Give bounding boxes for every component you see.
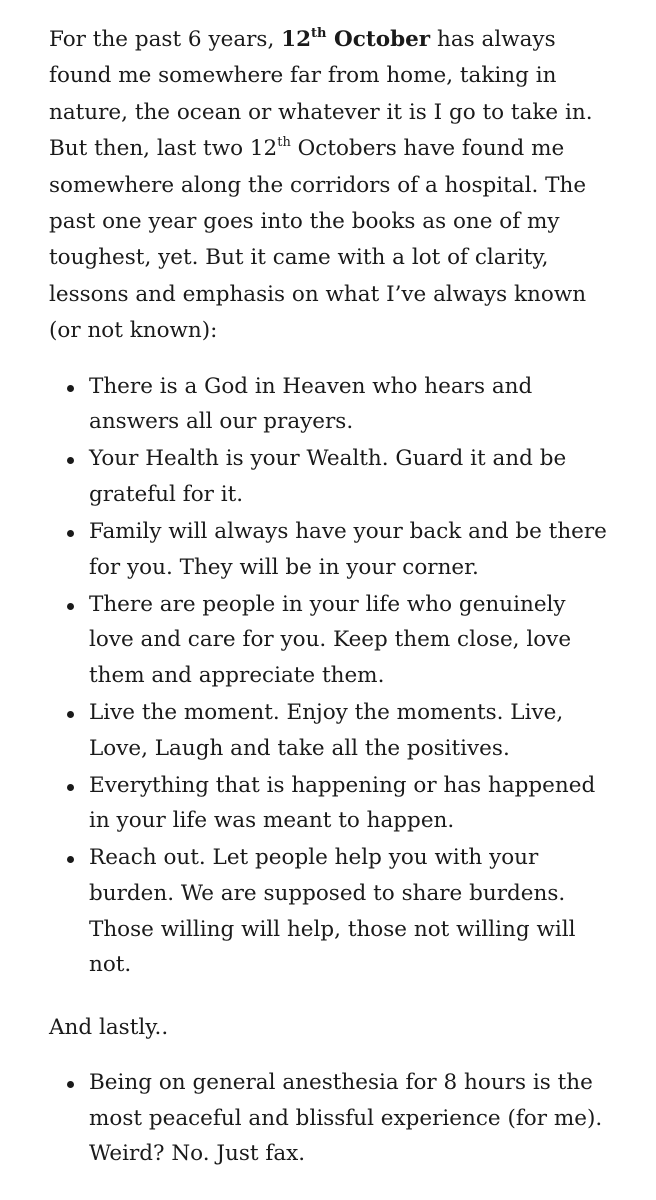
list-item (89, 840, 616, 982)
intro-date-superscript: th (311, 25, 327, 41)
intro-date-month: October (326, 27, 431, 52)
list-item-text: Live the moment. Enjoy the moments. Live, Love, Laugh and take all the positives. (89, 700, 564, 761)
intro-date-number: 12 (281, 27, 312, 52)
bullet-icon (67, 1081, 74, 1088)
intro-text-2: has always found me somewhere far from home, taking in nature, the ocean or whatever it is I go to take in. But then, last two 12 (49, 27, 593, 162)
list-item (89, 369, 616, 440)
list-item-text: There are people in your life who genuinely love and care for you. Keep them close, love them and appreciate them. (89, 591, 572, 688)
lessons-list (49, 369, 616, 983)
bullet-icon (67, 711, 74, 718)
list-item-text: Reach out. Let people help you with your burden. We are supposed to share burdens. Those willing will help, those not willing will not. (89, 845, 576, 978)
intro-date-bold (281, 27, 430, 52)
bullet-icon (67, 603, 74, 610)
lastly-paragraph: And lastly.. (49, 1014, 169, 1040)
list-item-text: Your Health is your Wealth. Guard it and be grateful for it. (89, 446, 567, 507)
bullet-icon (67, 385, 74, 392)
list-item-text: There is a God in Heaven who hears and answers all our prayers. (89, 373, 533, 435)
list-item-text: Being on general anesthesia for 8 hours is the most peaceful and blissful experience (for me). Weird? No. Just fax. (89, 1070, 603, 1167)
bullet-icon (67, 457, 74, 464)
list-item-text: Family will always have your back and be there for you. They will be in your corner. (89, 519, 607, 580)
list-item (89, 514, 616, 585)
list-item (89, 587, 616, 694)
list-item (89, 695, 616, 766)
list-item (89, 441, 616, 512)
bullet-icon (67, 530, 74, 537)
intro-text-3: Octobers have found me somewhere along the corridors of a hospital. The past one year goes into the books as one of my toughest, yet. But it came with a lot of clarity, lessons and emphasis on what I’ve always known (or not known): (49, 136, 587, 344)
list-item (89, 768, 616, 839)
list-item-text: Everything that is happening or has happened in your life was meant to happen. (89, 772, 596, 834)
intro-text-1: For the past 6 years, (49, 27, 282, 52)
list-item (89, 1065, 616, 1172)
final-list (49, 1065, 616, 1172)
bullet-icon (67, 856, 74, 863)
intro-paragraph (49, 22, 616, 350)
bullet-icon (67, 784, 74, 791)
intro-superscript-2: th (277, 135, 291, 151)
